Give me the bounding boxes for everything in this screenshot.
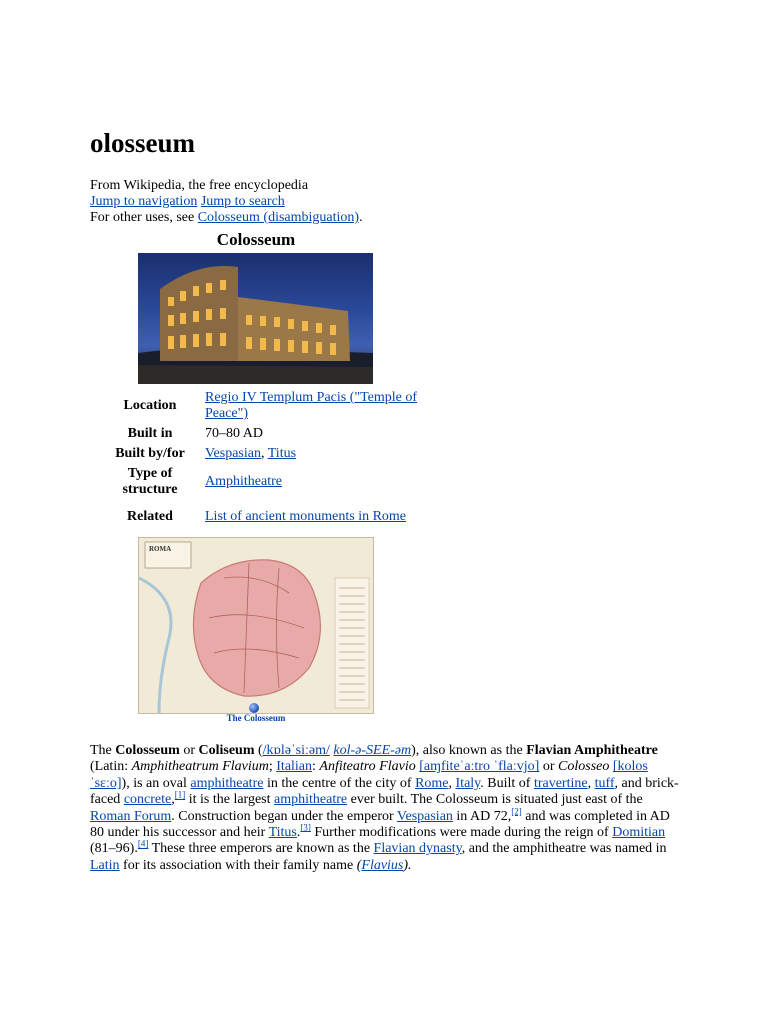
disambiguation-link[interactable]: Colosseum (disambiguation) xyxy=(197,210,360,225)
infobox-value: Vespasian, Titus xyxy=(205,446,297,461)
citation-3-link[interactable]: [3] xyxy=(300,822,311,833)
amphitheatre-link[interactable]: Amphitheatre xyxy=(205,474,282,489)
infobox-row-related xyxy=(100,500,436,534)
concrete-link[interactable]: concrete xyxy=(123,792,172,808)
vespasian-article-link[interactable]: Vespasian xyxy=(396,808,453,824)
ancient-monuments-link[interactable]: List of ancient monuments in Rome xyxy=(205,509,407,524)
ipa-italian-link[interactable]: [aɱfiteˈaːtro ˈflaːvjo] xyxy=(419,759,540,775)
map-caption-text: The Colosseum xyxy=(226,713,286,723)
hatnote: For other uses, see Colosseum (disambiguation). xyxy=(90,210,363,225)
domitian-link[interactable]: Domitian xyxy=(612,825,666,841)
roman-forum-link[interactable]: Roman Forum xyxy=(90,808,172,824)
titus-article-link[interactable]: Titus xyxy=(268,825,297,841)
infobox-label: Related xyxy=(127,509,173,524)
citation-2-link[interactable]: [2] xyxy=(511,805,522,816)
infobox-label: Built in xyxy=(127,426,173,441)
rome-link[interactable]: Rome xyxy=(415,775,449,791)
ipa-link[interactable]: /kɒləˈsiːəm/ xyxy=(262,743,330,758)
colosseum-photo-image xyxy=(138,253,373,384)
jump-to-search-link[interactable]: Jump to search xyxy=(200,194,285,209)
rome-map-image xyxy=(139,538,373,713)
tuff-link[interactable]: tuff xyxy=(594,775,615,791)
infobox-label: Type of structure xyxy=(122,466,178,497)
infobox-row-location xyxy=(100,388,436,424)
map-caption xyxy=(138,713,374,723)
infobox-label: Built by/for xyxy=(115,446,185,461)
travertine-link[interactable]: travertine xyxy=(533,775,588,791)
amphitheatre-article-link[interactable]: amphitheatre xyxy=(190,775,264,791)
infobox-row-type xyxy=(100,464,436,500)
citation-4-link[interactable]: [4] xyxy=(137,838,149,849)
infobox-row-built-by xyxy=(100,444,436,464)
page-header-meta xyxy=(90,178,363,226)
amphitheatre-link-2[interactable]: amphitheatre xyxy=(274,792,348,808)
vespasian-link[interactable]: Vespasian xyxy=(205,446,261,461)
infobox-value: 70–80 AD xyxy=(205,426,263,441)
flavius-link[interactable]: Flavius xyxy=(361,857,404,873)
infobox-label: Location xyxy=(123,398,177,413)
jump-links xyxy=(90,194,363,210)
infobox-row-built-in xyxy=(100,424,436,444)
page-title: olosseum xyxy=(90,128,196,158)
map-label: ROMA xyxy=(149,545,172,553)
colosseum-photo[interactable] xyxy=(138,253,373,384)
tagline: From Wikipedia, the free encyclopedia xyxy=(90,178,309,193)
italian-link[interactable]: Italian xyxy=(276,759,313,775)
infobox-value xyxy=(200,464,436,500)
infobox-value xyxy=(200,500,436,534)
location-link[interactable]: Regio IV Templum Pacis ("Temple of Peace") xyxy=(205,390,418,421)
infobox-title: Colosseum xyxy=(216,230,296,249)
colosseum-location-marker-icon xyxy=(249,703,259,713)
italy-link[interactable]: Italy xyxy=(455,775,481,791)
infobox-value xyxy=(200,388,436,424)
article-lead-paragraph: The Colosseum or Coliseum (/kɒləˈsiːəm/ kol-ə-SEE-əm), also known as the Flavian Amphitheatre (Latin: Amphitheatrum Flavium; Italian: Anfiteatro Flavio [aɱfiteˈaːtro ˈflaːvjo] or Colosseo [kolosˈsɛːo]), is an oval amphitheatre in the centre of the city of Rome, Italy. Built of travertine, tuff, and brick-faced concrete,[1] it is the largest amphitheatre ever built. The Colosseum is situated just east of the Roman Forum. Construction began under the emperor Vespasian in AD 72,[2] and was completed in AD 80 under his successor and heir Titus.[3] Further modifications were made during the reign of Domitian (81–96).[4] These three emperors are known as the Flavian dynasty, and the amphitheatre was named in Latin for its association with their family name (Flavius). xyxy=(90,743,679,873)
rome-map[interactable] xyxy=(138,537,374,714)
infobox-table xyxy=(100,388,436,534)
latin-link[interactable]: Latin xyxy=(90,857,120,873)
respelling-link[interactable]: kol-ə-SEE-əm xyxy=(333,743,412,758)
jump-to-navigation-link[interactable]: Jump to navigation xyxy=(90,194,198,209)
titus-link[interactable]: Titus xyxy=(267,446,297,461)
flavian-dynasty-link[interactable]: Flavian dynasty xyxy=(373,841,462,857)
citation-1-link[interactable]: [1] xyxy=(174,789,186,800)
ipa-colosseo-link[interactable]: [kolosˈsɛːo] xyxy=(90,759,648,791)
